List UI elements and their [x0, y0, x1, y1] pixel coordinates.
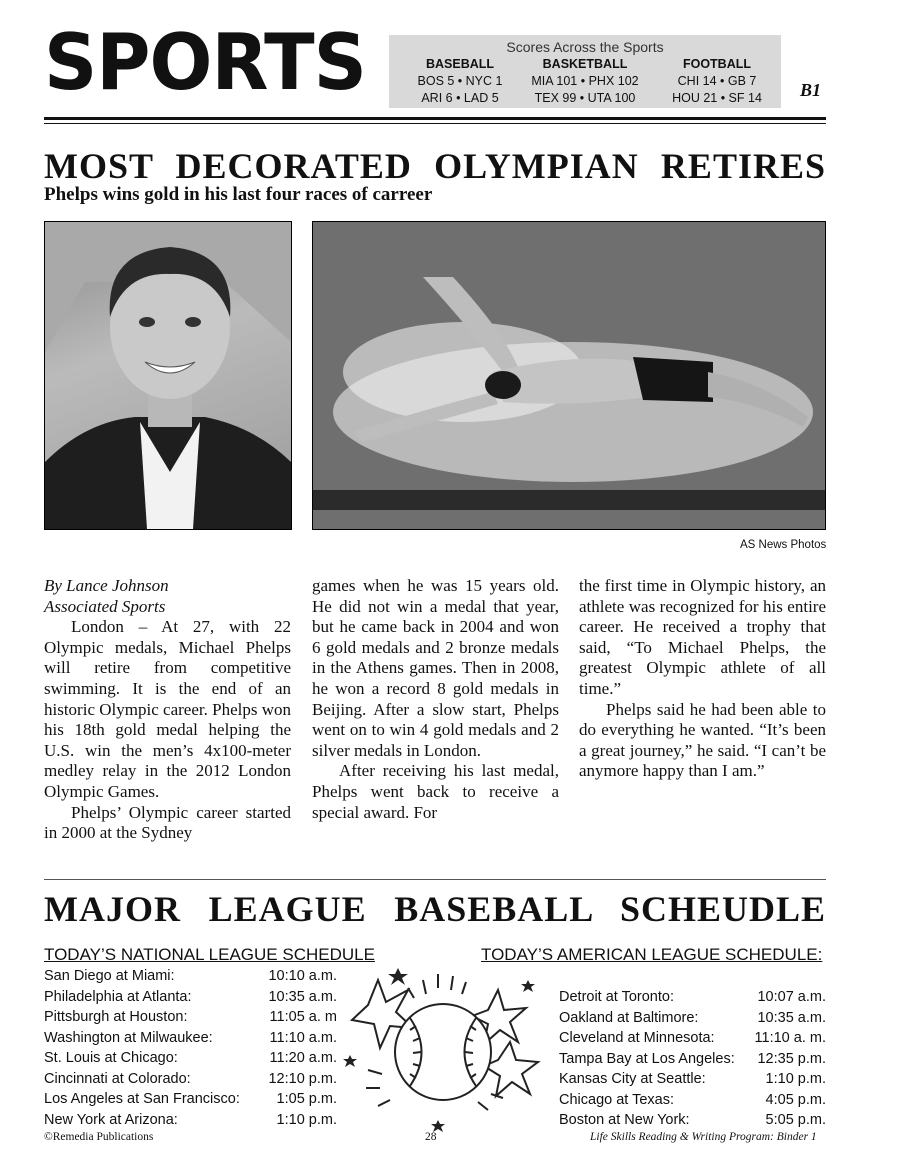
schedule-game: San Diego at Miami:: [44, 968, 175, 984]
schedule-row: [559, 1069, 826, 1090]
article-paragraph: After receiving his last medal, Phelps went back to receive a special award. For: [312, 761, 559, 822]
schedule-row: [44, 1028, 337, 1049]
schedule-game: Pittsburgh at Houston:: [44, 1009, 188, 1025]
schedule-time: 10:10 a.m.: [268, 968, 337, 984]
national-league-header: TODAY’S NATIONAL LEAGUE SCHEDULE: [44, 945, 375, 964]
article-headline: MOST DECORATED OLYMPIAN RETIRES: [44, 146, 826, 186]
scores-title: Scores Across the Sports: [506, 39, 664, 55]
schedule-game: Cincinnati at Colorado:: [44, 1070, 191, 1087]
divider: [44, 123, 826, 124]
scores-basketball: [517, 56, 653, 107]
scores-football: [661, 56, 773, 107]
swimmer-illustration: [313, 222, 825, 529]
schedule-row: [559, 1028, 826, 1049]
article-paragraph: Phelps’ Olympic career started in 2000 at the Sydney: [44, 802, 291, 843]
schedule-game: Kansas City at Seattle:: [559, 1071, 706, 1087]
article-column-2: [312, 576, 559, 823]
schedule-time: 1:05 p.m.: [276, 1091, 337, 1107]
schedule-time: 11:10 a. m.: [754, 1030, 826, 1046]
schedule-row: [559, 1008, 826, 1029]
photo-credit: AS News Photos: [740, 539, 827, 551]
national-schedule-list: [44, 966, 337, 1130]
schedule-game: Washington at Milwaukee:: [44, 1029, 213, 1046]
footer-copyright: ©Remedia Publications: [44, 1131, 154, 1143]
american-schedule-list: [559, 987, 826, 1131]
article-paragraph: the first time in Olympic history, an athlete was recognized for his entire career. He received a trophy that said, “To Michael Phelps, the greatest Olympic athlete of all time.”: [579, 576, 826, 698]
byline-author: By Lance Johnson: [44, 576, 169, 595]
article-column-1: [44, 576, 291, 844]
article-subhead: Phelps wins gold in his last four races of carreer: [44, 184, 433, 205]
schedule-headline: MAJOR LEAGUE BASEBALL SCHEUDLE: [44, 889, 826, 929]
schedule-time: 11:10 a.m.: [269, 1029, 337, 1046]
american-league-header: TODAY’S AMERICAN LEAGUE SCHEDULE:: [481, 945, 823, 964]
schedule-row: [559, 1110, 826, 1131]
footer-page-number: 28: [425, 1131, 437, 1143]
scores-football-line: HOU 21 • SF 14: [672, 91, 762, 105]
scores-baseball-header: BASEBALL: [425, 57, 495, 71]
schedule-time: 1:10 p.m.: [276, 1111, 337, 1128]
portrait-illustration: [45, 222, 291, 529]
schedule-row: [44, 1110, 337, 1131]
schedule-row: [44, 1089, 337, 1110]
phelps-portrait-photo: [44, 221, 292, 530]
schedule-game: Tampa Bay at Los Angeles:: [559, 1050, 735, 1067]
schedule-time: 12:10 p.m.: [268, 1070, 337, 1087]
scores-box: [389, 35, 781, 108]
schedule-game: Cleveland at Minnesota:: [559, 1030, 715, 1046]
byline-agency: Associated Sports: [44, 596, 166, 616]
schedule-time: 10:35 a.m.: [268, 988, 337, 1005]
schedule-game: Los Angeles at San Francisco:: [44, 1091, 240, 1107]
schedule-row: [44, 1007, 337, 1028]
schedule-row: [44, 966, 337, 987]
schedule-time: 10:07 a.m.: [757, 989, 826, 1005]
schedule-row: [559, 1049, 826, 1070]
schedule-game: Chicago at Texas:: [559, 1091, 674, 1108]
scores-basketball-header: BASKETBALL: [542, 57, 628, 71]
schedule-time: 11:05 a. m: [269, 1009, 337, 1025]
scores-football-line: CHI 14 • GB 7: [677, 74, 757, 88]
scores-baseball-line: BOS 5 • NYC 1: [417, 74, 503, 88]
divider: [44, 879, 826, 880]
article-paragraph: Phelps said he had been able to do everything he wanted. “It’s been a great journey,” he said. “I can’t be anymore happy than I am.”: [579, 699, 826, 781]
footer-program: Life Skills Reading & Writing Program: Binder 1: [590, 1131, 817, 1143]
schedule-row: [559, 987, 826, 1008]
schedule-row: [559, 1090, 826, 1111]
baseball-with-stars-icon: [338, 960, 552, 1132]
section-masthead: SPORTS: [44, 17, 366, 109]
scores-basketball-line: TEX 99 • UTA 100: [534, 91, 636, 105]
schedule-game: Boston at New York:: [559, 1112, 690, 1128]
divider: [44, 117, 826, 120]
schedule-game: St. Louis at Chicago:: [44, 1050, 178, 1066]
schedule-time: 4:05 p.m.: [765, 1091, 826, 1108]
article-paragraph: games when he was 15 years old. He did not win a medal that year, but he came back in 2004 and won 6 gold medals and 2 bronze medals in the Athens games. Then in 2008, he won a record 8 gold medals in Beijing. After a slow start, Phelps went on to win 4 gold medals and 2 silver medals in London.: [312, 576, 559, 760]
schedule-row: [44, 1069, 337, 1090]
schedule-row: [44, 1048, 337, 1069]
schedule-time: 10:35 a.m.: [757, 1009, 826, 1026]
scores-football-header: FOOTBALL: [682, 57, 752, 71]
lane-rope: [313, 490, 825, 510]
schedule-row: [44, 987, 337, 1008]
schedule-time: 11:20 a.m.: [269, 1050, 337, 1066]
schedule-game: Philadelphia at Atlanta:: [44, 988, 192, 1005]
schedule-time: 5:05 p.m.: [765, 1112, 826, 1128]
scores-baseball: [401, 56, 519, 107]
schedule-time: 1:10 p.m.: [765, 1071, 826, 1087]
scores-baseball-line: ARI 6 • LAD 5: [421, 91, 499, 105]
article-column-3: [579, 576, 826, 782]
phelps-swimming-photo: [312, 221, 826, 530]
schedule-game: Oakland at Baltimore:: [559, 1009, 699, 1026]
article-paragraph: London – At 27, with 22 Olympic medals, Michael Phelps will retire from competitive swimming. It is the end of an historic Olympic career. Phelps won his 18th gold medal helping the U.S. win the men’s 4x100-meter medley relay in the 2012 London Olympic Games.: [44, 617, 291, 801]
scores-basketball-line: MIA 101 • PHX 102: [531, 74, 639, 88]
schedule-game: Detroit at Toronto:: [559, 989, 674, 1005]
schedule-time: 12:35 p.m.: [757, 1050, 826, 1067]
page-label: B1: [800, 80, 822, 100]
schedule-game: New York at Arizona:: [44, 1111, 178, 1128]
